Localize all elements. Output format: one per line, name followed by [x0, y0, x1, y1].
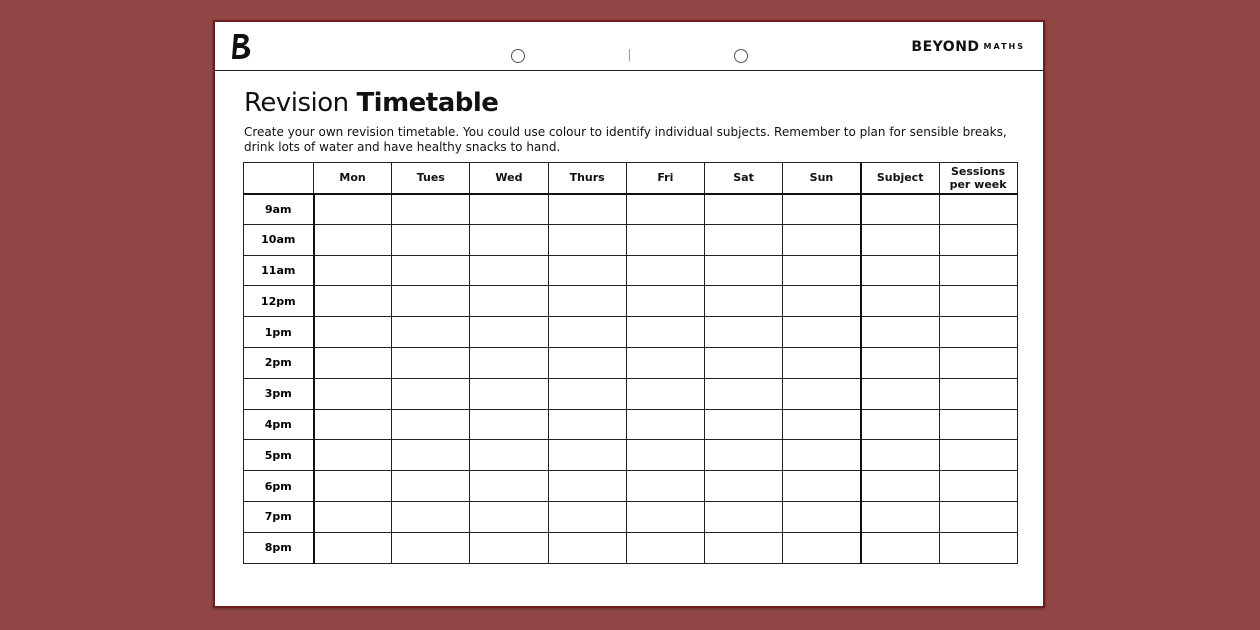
timetable-cell[interactable]	[626, 347, 704, 378]
timetable-cell[interactable]	[392, 501, 470, 532]
time-label: 5pm	[244, 440, 314, 471]
timetable-cell[interactable]	[392, 378, 470, 409]
timetable-cell[interactable]	[392, 347, 470, 378]
timetable-cell[interactable]	[939, 532, 1017, 563]
timetable-cell[interactable]	[861, 347, 939, 378]
timetable-cell[interactable]	[470, 286, 548, 317]
timetable-cell[interactable]	[314, 501, 392, 532]
col-header-sessions	[939, 163, 1017, 194]
timetable-cell[interactable]	[626, 286, 704, 317]
timetable-cell[interactable]	[939, 378, 1017, 409]
timetable-cell[interactable]	[392, 286, 470, 317]
timetable-cell[interactable]	[548, 286, 626, 317]
timetable-cell[interactable]	[783, 286, 861, 317]
time-label: 4pm	[244, 409, 314, 440]
time-label: 9am	[244, 194, 314, 225]
timetable-cell[interactable]	[783, 378, 861, 409]
punch-hole-left	[511, 49, 525, 63]
timetable-cell[interactable]	[939, 224, 1017, 255]
timetable-cell[interactable]	[548, 378, 626, 409]
time-label: 2pm	[244, 347, 314, 378]
timetable-cell[interactable]	[626, 501, 704, 532]
timetable-cell[interactable]	[861, 224, 939, 255]
timetable-cell[interactable]	[470, 317, 548, 348]
timetable-cell[interactable]	[939, 255, 1017, 286]
timetable-cell[interactable]	[783, 255, 861, 286]
brand-logo	[911, 39, 1025, 55]
timetable-cell[interactable]	[470, 224, 548, 255]
timetable-cell[interactable]	[783, 471, 861, 502]
timetable-cell[interactable]	[704, 378, 782, 409]
title-bold: Timetable	[356, 88, 499, 118]
timetable-cell[interactable]	[314, 317, 392, 348]
timetable-cell[interactable]	[314, 224, 392, 255]
timetable-cell[interactable]	[783, 347, 861, 378]
timetable-cell[interactable]	[783, 409, 861, 440]
timetable-cell[interactable]	[704, 471, 782, 502]
time-label: 8pm	[244, 532, 314, 563]
table-row	[244, 532, 1018, 563]
timetable-cell[interactable]	[470, 194, 548, 225]
timetable-cell[interactable]	[392, 317, 470, 348]
timetable-cell[interactable]	[783, 224, 861, 255]
timetable-cell[interactable]	[704, 194, 782, 225]
col-header-tues: Tues	[392, 163, 470, 194]
timetable-cell[interactable]	[704, 286, 782, 317]
table-row	[244, 501, 1018, 532]
timetable-cell[interactable]	[939, 347, 1017, 378]
timetable-cell[interactable]	[470, 532, 548, 563]
timetable-cell[interactable]	[314, 255, 392, 286]
table-row	[244, 440, 1018, 471]
title-light: Revision	[244, 88, 349, 118]
timetable-cell[interactable]	[548, 471, 626, 502]
timetable-cell[interactable]	[861, 255, 939, 286]
timetable-grid	[243, 162, 1018, 564]
timetable-cell[interactable]	[548, 409, 626, 440]
sessions-line-2: per week	[949, 177, 1007, 191]
table-row	[244, 471, 1018, 502]
timetable-cell[interactable]	[392, 224, 470, 255]
table-row	[244, 347, 1018, 378]
timetable-cell[interactable]	[392, 440, 470, 471]
table-row	[244, 194, 1018, 225]
intro-text: Create your own revision timetable. You could use colour to identify individual subjects. Remember to plan for sensible breaks, drink lots of water and have healthy snacks to hand.	[244, 125, 1007, 154]
timetable-cell[interactable]	[548, 194, 626, 225]
timetable-cell[interactable]	[783, 532, 861, 563]
col-header-subject: Subject	[861, 163, 939, 194]
timetable-cell[interactable]	[861, 471, 939, 502]
timetable-cell[interactable]	[939, 501, 1017, 532]
timetable-cell[interactable]	[861, 194, 939, 225]
time-label: 6pm	[244, 471, 314, 502]
timetable-cell[interactable]	[861, 532, 939, 563]
timetable-cell[interactable]	[783, 317, 861, 348]
timetable-cell[interactable]	[626, 471, 704, 502]
corner-cell	[244, 163, 314, 194]
timetable-cell[interactable]	[704, 255, 782, 286]
timetable-cell[interactable]	[861, 286, 939, 317]
col-header-wed: Wed	[470, 163, 548, 194]
timetable-cell[interactable]	[548, 501, 626, 532]
timetable-cell[interactable]	[548, 317, 626, 348]
timetable-cell[interactable]	[548, 347, 626, 378]
timetable-cell[interactable]	[470, 471, 548, 502]
timetable-cell[interactable]	[626, 255, 704, 286]
timetable-cell[interactable]	[626, 317, 704, 348]
timetable-cell[interactable]	[470, 501, 548, 532]
timetable-cell[interactable]	[470, 255, 548, 286]
timetable-cell[interactable]	[939, 440, 1017, 471]
time-label: 3pm	[244, 378, 314, 409]
timetable-cell[interactable]	[392, 532, 470, 563]
timetable-cell[interactable]	[314, 409, 392, 440]
timetable-cell[interactable]	[704, 532, 782, 563]
col-header-thurs: Thurs	[548, 163, 626, 194]
timetable-cell[interactable]	[861, 378, 939, 409]
timetable-cell[interactable]	[783, 501, 861, 532]
timetable-cell[interactable]	[470, 409, 548, 440]
punch-hole-right	[734, 49, 748, 63]
timetable-cell[interactable]	[783, 440, 861, 471]
timetable-cell[interactable]	[939, 194, 1017, 225]
timetable-cell[interactable]	[626, 440, 704, 471]
timetable-cell[interactable]	[470, 378, 548, 409]
timetable-cell[interactable]	[939, 317, 1017, 348]
timetable-cell[interactable]	[704, 224, 782, 255]
time-label: 7pm	[244, 501, 314, 532]
timetable-cell[interactable]	[314, 347, 392, 378]
timetable-cell[interactable]	[548, 532, 626, 563]
table-row	[244, 378, 1018, 409]
timetable-cell[interactable]	[704, 317, 782, 348]
timetable-cell[interactable]	[939, 471, 1017, 502]
brand-sub: MATHS	[983, 42, 1025, 51]
timetable-cell[interactable]	[626, 378, 704, 409]
timetable-cell[interactable]	[470, 347, 548, 378]
timetable-body	[244, 194, 1018, 564]
table-row	[244, 286, 1018, 317]
timetable-cell[interactable]	[548, 440, 626, 471]
table-row	[244, 317, 1018, 348]
timetable-cell[interactable]	[314, 471, 392, 502]
timetable-cell[interactable]	[939, 286, 1017, 317]
timetable-cell[interactable]	[392, 409, 470, 440]
timetable-cell[interactable]	[861, 440, 939, 471]
timetable-cell[interactable]	[939, 409, 1017, 440]
col-header-sun: Sun	[783, 163, 861, 194]
timetable-cell[interactable]	[314, 378, 392, 409]
timetable-cell[interactable]	[548, 224, 626, 255]
table-row	[244, 255, 1018, 286]
timetable-cell[interactable]	[783, 194, 861, 225]
timetable-cell[interactable]	[861, 501, 939, 532]
time-label: 12pm	[244, 286, 314, 317]
timetable-cell[interactable]	[314, 440, 392, 471]
timetable-cell[interactable]	[861, 409, 939, 440]
page-title	[244, 88, 498, 118]
timetable-cell[interactable]	[704, 409, 782, 440]
time-label: 11am	[244, 255, 314, 286]
timetable-cell[interactable]	[314, 532, 392, 563]
timetable-cell[interactable]	[626, 224, 704, 255]
timetable-cell[interactable]	[548, 255, 626, 286]
brand-name: BEYOND	[911, 39, 980, 55]
time-label: 1pm	[244, 317, 314, 348]
centre-mark	[629, 49, 630, 61]
sessions-line-1: Sessions	[951, 164, 1006, 178]
timetable-cell[interactable]	[626, 194, 704, 225]
worksheet-page	[213, 20, 1045, 608]
timetable-cell[interactable]	[626, 532, 704, 563]
timetable-cell[interactable]	[392, 194, 470, 225]
timetable-cell[interactable]	[704, 440, 782, 471]
timetable-cell[interactable]	[861, 317, 939, 348]
col-header-mon: Mon	[314, 163, 392, 194]
table-row	[244, 224, 1018, 255]
timetable-cell[interactable]	[314, 286, 392, 317]
table-row	[244, 409, 1018, 440]
timetable-cell[interactable]	[470, 440, 548, 471]
beyond-b-logo-icon	[231, 32, 253, 60]
col-header-fri: Fri	[626, 163, 704, 194]
col-header-sat: Sat	[704, 163, 782, 194]
timetable-header-row	[244, 163, 1018, 194]
timetable-cell[interactable]	[626, 409, 704, 440]
timetable-cell[interactable]	[392, 255, 470, 286]
header-bar	[215, 22, 1043, 71]
time-label: 10am	[244, 224, 314, 255]
timetable-cell[interactable]	[314, 194, 392, 225]
timetable-cell[interactable]	[704, 347, 782, 378]
timetable-cell[interactable]	[392, 471, 470, 502]
timetable-cell[interactable]	[704, 501, 782, 532]
